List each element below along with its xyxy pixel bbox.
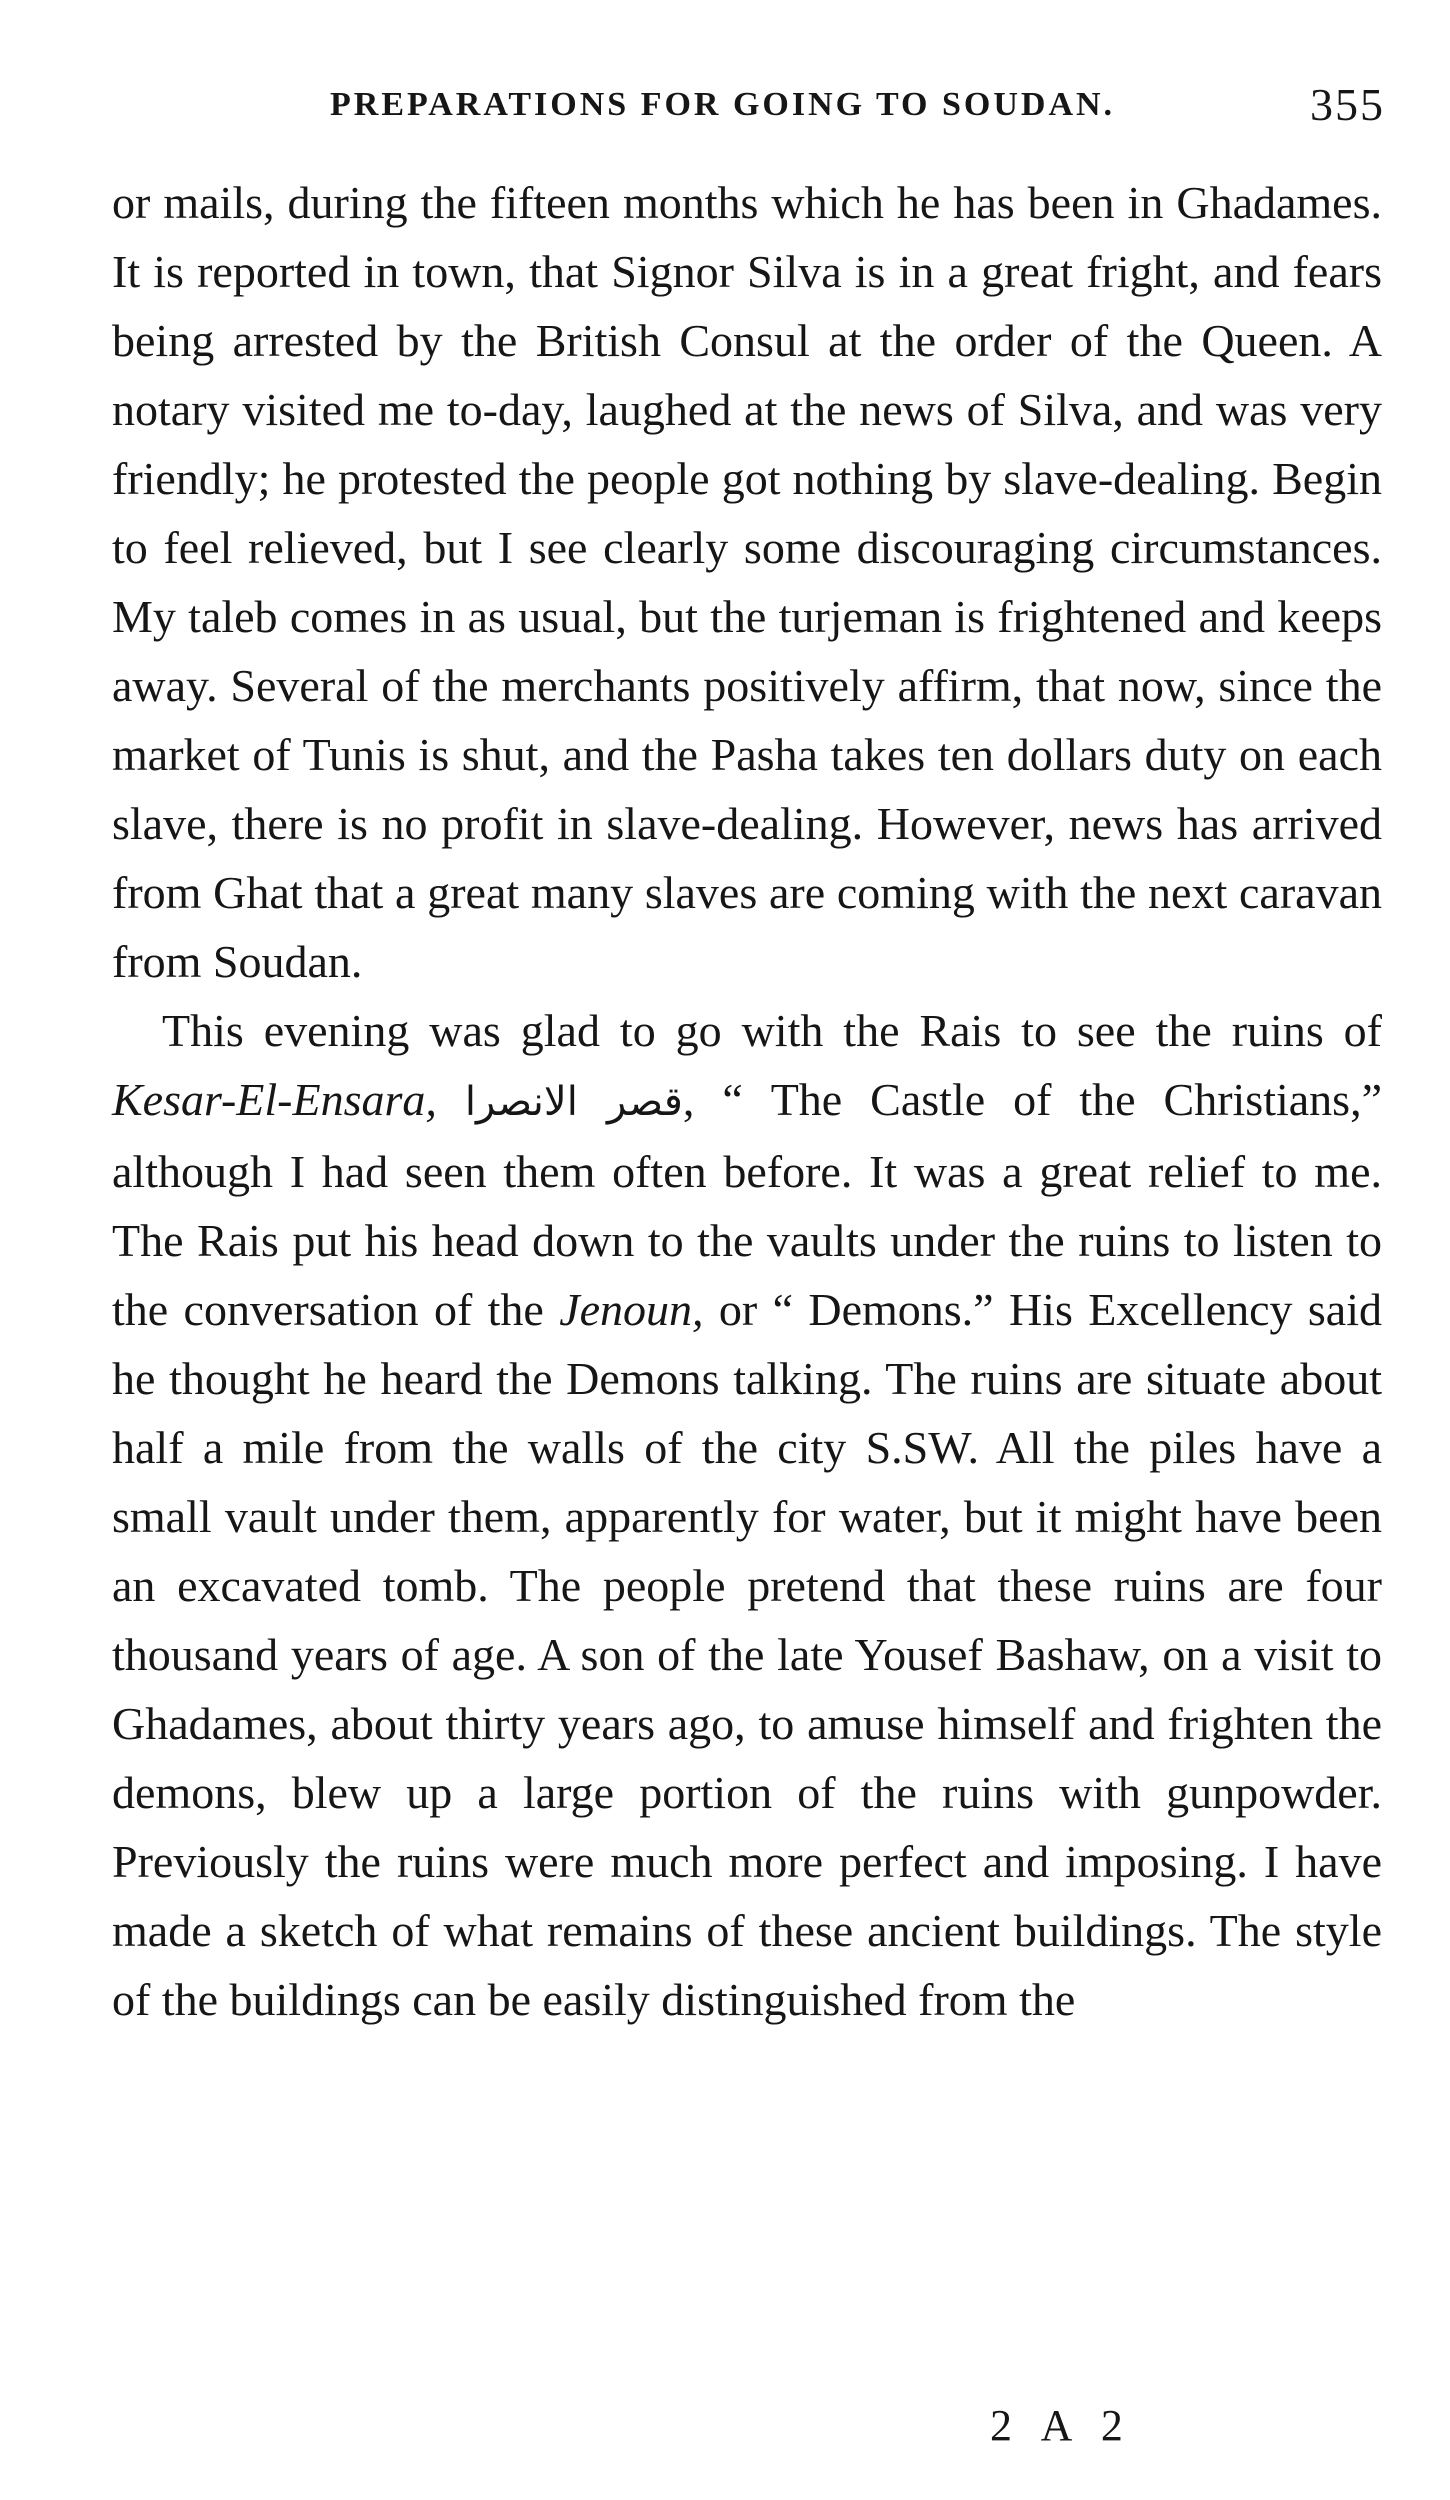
signature-mark: 2 A 2 [990, 2401, 1133, 2450]
arabic-place-name: قصر الانصرا [464, 1079, 683, 1125]
page-number: 355 [1310, 79, 1385, 130]
body-text [112, 168, 1382, 2034]
place-name-kesar-el-ensara: Kesar-El-Ensara, [112, 1074, 437, 1125]
paragraph-2-part-a: This evening was glad to go with the Rais to see the ruins of [162, 1005, 1382, 1056]
paragraph-1: or mails, during the fifteen months which he has been in Ghadames. It is reported in town, that Signor Silva is in a great fright, and fears being arrested by the British Consul at the order of the Queen. A notary visited me to-day, laughed at the news of Silva, and was very friendly; he protested the people got nothing by slave-dealing. Begin to feel relieved, but I see clearly some discouraging circumstances. My taleb comes in as usual, but the turjeman is frightened and keeps away. Several of the merchants positively affirm, that now, since the market of Tunis is shut, and the Pasha takes ten dollars duty on each slave, there is no profit in slave-dealing. However, news has arrived from Ghat that a great many slaves are coming with the next caravan from Soudan. [112, 177, 1382, 987]
paragraph-2-part-b: , “ The Castle of the Christians,” although I had seen them often before. It was a great relief to me. The Rais put his head down to the vaults under the ruins to listen to the conversation of the [112, 1074, 1383, 1335]
paragraph-2 [112, 996, 1382, 2034]
running-head [110, 78, 1385, 148]
paragraph-2-part-c: or “ Demons.” His Excellency said he thought he heard the Demons talking. The ruins are situate about half a mile from the walls of the city S.SW. All the piles have a small vault under them, apparently for water, but it might have been an excavated tomb. The people pretend that these ruins are four thousand years of age. A son of the late Yousef Bashaw, on a visit to Ghadames, about thirty years ago, to amuse himself and frighten the demons, blew up a large portion of the ruins with gunpowder. Previously the ruins were much more perfect and imposing. I have made a sketch of what remains of these ancient buildings. The style of the buildings can be easily distinguished from the [112, 1284, 1382, 2025]
term-jenoun: Jenoun, [559, 1284, 704, 1335]
running-title: PREPARATIONS FOR GOING TO SOUDAN. [330, 86, 1116, 123]
